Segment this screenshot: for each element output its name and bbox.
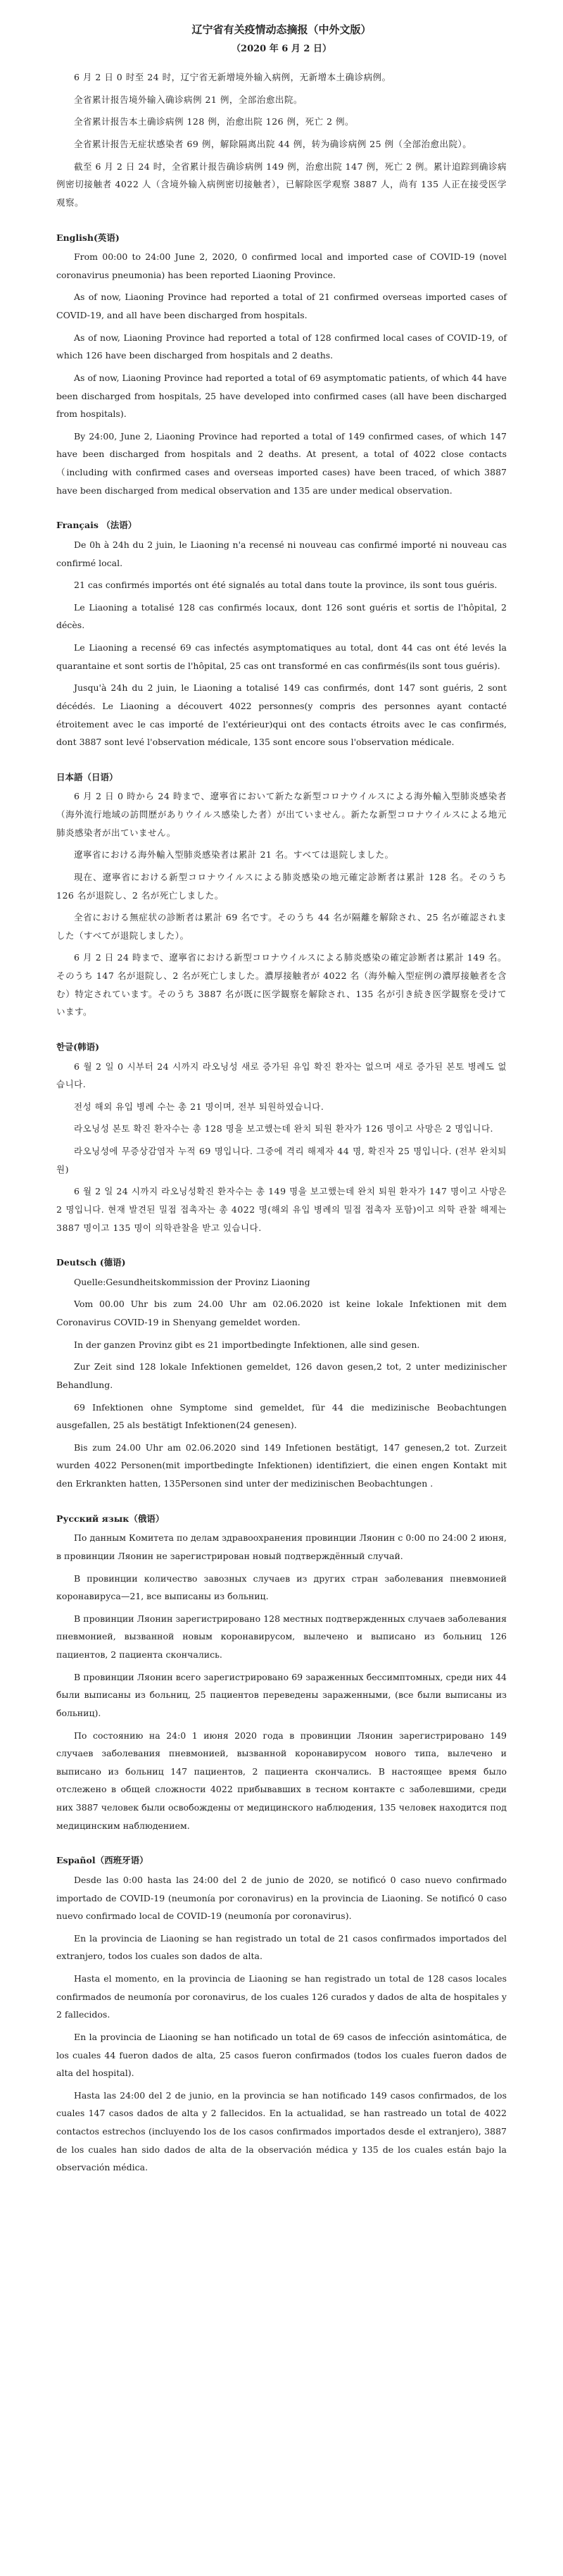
paragraph: 69 Infektionen ohne Symptome sind gemeldet, für 44 die medizinische Beobachtungen ausgefallen, 25 als bestätigt Infektionen(24 genesen). — [56, 1401, 507, 1431]
paragraph: Vom 00.00 Uhr bis zum 24.00 Uhr am 02.06.2020 ist keine lokale Infektionen mit dem Coronavirus COVID-19 in Shenyang gemeldet worden. — [56, 1299, 507, 1328]
paragraph: 6 月 2 日 0 时至 24 时，辽宁省无新增境外输入病例，无新增本土确诊病例。 — [74, 72, 391, 83]
paragraph: Desde las 0:00 hasta las 24:00 del 2 de junio de 2020, se notificó 0 caso nuevo confirmado importado de COVID-19 (neumonía por coronavirus) en la provincia de Liaoning. Se notificó 0 caso nuevo confirmado local de COVID-19 (neumonía por coronavirus). — [56, 1874, 507, 1922]
paragraph: 現在、遼寧省における新型コロナウイルスによる肺炎感染の地元確定診断者は累計 128 名。そのうち 126 名が退院し、2 名が死亡しました。 — [56, 871, 507, 901]
paragraph: 6 月 2 日 24 時まで、遼寧省における新型コロナウイルスによる肺炎感染の確定診断者は累計 149 名。そのうち 147 名が退院し、2 名が死亡しました。濃厚接触者が 4022 名（海外輸入型症例の濃厚接触者を含む）特定されています。そのうち 3887 名が既に医学観察を解除され、135 名が引き続き医学観察を受けています。 — [56, 952, 507, 1018]
section-heading: Français （法语） — [56, 520, 137, 531]
paragraph: 全省累计报告境外输入确诊病例 21 例，全部治愈出院。 — [74, 94, 303, 105]
paragraph: Zur Zeit sind 128 lokale Infektionen gemeldet, 126 davon gesen,2 tot, 2 unter medizinischer Behandlung. — [56, 1361, 507, 1390]
section-heading: Deutsch (德语) — [56, 1257, 126, 1268]
report-date: （2020 年 6 月 2 日） — [232, 43, 331, 54]
paragraph: 라오닝성 본토 확진 환자수는 총 128 명을 보고했는데 완치 퇴원 환자가 126 명이고 사망은 2 명입니다. — [74, 1123, 494, 1134]
paragraph: Quelle:Gesundheitskommission der Provinz Liaoning — [74, 1276, 310, 1287]
paragraph: В провинции Ляонин всего зарегистрировано 69 зараженных бессимптомных, среди них 44 были выписаны из больниц, 25 пациентов переведены зараженными, (все были выписаны из больниц). — [56, 1671, 507, 1718]
paragraph: 遼寧省における海外輸入型肺炎感染者は累計 21 名。すべては退院しました。 — [74, 849, 394, 861]
paragraph: Le Liaoning a recensé 69 cas infectés asymptomatiques au total, dont 44 cas ont été levés la quarantaine et sont sortis de l'hôpital, 25 cas ont transformé en cas confirmés(ils sont tous guéris). — [56, 642, 507, 671]
paragraph: Bis zum 24.00 Uhr am 02.06.2020 sind 149 Infetionen bestätigt, 147 genesen,2 tot. Zurzeit wurden 4022 Personen(mit importbedingte Infektionen) identifiziert, die einen engen Kontakt mit den Erkrankten hatten, 135Personen sind unter der medizinischen Beobachtungen . — [56, 1442, 507, 1489]
paragraph: По состоянию на 24:0 1 июня 2020 года в провинции Ляонин зарегистрировано 149 случаев заболевания пневмонией, вызванной коронавирусом нового типа, вылечено и выписано из больниц 147 пациентов, 2 пациента скончались. В настоящее время было отслежено в общей сложности 4022 прибывавших в тесном контакте с заболевшими, среди них 3887 человек были освобождены от медицинского наблюдения, 135 человек находится под медицинским наблюдением. — [56, 1730, 507, 1831]
section-heading: 日本語（日语） — [56, 771, 118, 782]
paragraph: 6 월 2 일 24 시까지 라오닝성확진 환자수는 총 149 명을 보고했는데 완치 퇴원 환자가 147 명이고 사망은 2 명입니다. 현재 발견된 밀접 접촉자는 총 4022 명(해외 유입 병례의 밀접 접촉자 포함)이고 의학 관찰 해제는 3887 명이고 135 명이 의학관찰을 받고 있습니다. — [56, 1186, 507, 1233]
paragraph: 전성 해외 유입 병례 수는 총 21 명이며, 전부 퇴원하였습니다. — [74, 1101, 324, 1112]
section-heading: English(英语) — [56, 232, 120, 243]
report-section — [56, 1253, 507, 1493]
paragraph: 6 月 2 日 0 時から 24 時まで、遼寧省において新たな新型コロナウイルスによる海外輸入型肺炎感染者（海外流行地域の訪問歴がありウイルス感染した者）が出ていません。新たな新型コロナウイルスによる地元肺炎感染者が出ていません。 — [56, 791, 507, 838]
paragraph: Jusqu'à 24h du 2 juin, le Liaoning a totalisé 149 cas confirmés, dont 147 sont guéris, 2 sont décédés. Le Liaoning a découvert 4022 personnes(y compris des personnes ayant contacté étroitement avec le cas importé de l'extérieur)qui ont des contacts étroits avec le cas confirmés, dont 3887 sont levé l'observation médicale, 135 sont encore sous l'observation médicale. — [56, 682, 507, 748]
paragraph: 라오닝성에 무증상감염자 누적 69 명입니다. 그중에 격리 해제자 44 명, 확진자 25 명입니다. (전부 완치퇴원) — [56, 1146, 507, 1175]
paragraph: 21 cas confirmés importés ont été signalés au total dans toute la province, ils sont tous guéris. — [74, 580, 498, 591]
section-heading: Русский язык（俄语） — [56, 1513, 165, 1524]
paragraph: En la provincia de Liaoning se han registrado un total de 21 casos confirmados importados del extranjero, todos los cuales son dados de alta. — [56, 1932, 507, 1962]
paragraph: По данным Комитета по делам здравоохранения провинции Ляонин с 0:00 по 24:00 2 июня, в провинции Ляонин не зарегистрирован новый подтверждённый случай. — [56, 1532, 507, 1561]
paragraph: 全省における無症状の診断者は累計 69 名です。そのうち 44 名が隔離を解除され、25 名が確認されました（すべてが退院しました）。 — [56, 912, 507, 941]
paragraph: Hasta el momento, en la provincia de Liaoning se han registrado un total de 128 casos locales confirmados de neumonía por coronavirus, de los cuales 126 curados y dados de alta de hospitales y 2 fallecidos. — [56, 1973, 507, 2020]
report-section — [56, 1851, 507, 2177]
report-sections — [56, 68, 507, 2177]
report-title: 辽宁省有关疫情动态摘报（中外文版） — [191, 23, 372, 36]
paragraph: En la provincia de Liaoning se han notificado un total de 69 casos de infección asintomática, de los cuales 44 fueron dados de alta, 25 casos fueron confirmados (todos los cuales fueron dados de alta del hospital). — [56, 2031, 507, 2079]
report-section — [56, 68, 507, 211]
report-section — [56, 768, 507, 1021]
paragraph: 全省累计报告本土确诊病例 128 例，治愈出院 126 例，死亡 2 例。 — [74, 116, 355, 127]
paragraph: By 24:00, June 2, Liaoning Province had reported a total of 149 confirmed cases, of which 147 have been discharged from hospitals and 2 deaths. At present, a total of 4022 close contacts（including with confirmed cases and overseas imported cases) have been traced, of which 3887 have been discharged from medical observation and 135 are under medical observation. — [56, 430, 507, 496]
paragraph: As of now, Liaoning Province had reported a total of 21 confirmed overseas imported cases of COVID-19, and all have been discharged from hospitals. — [56, 292, 507, 321]
paragraph: 截至 6 月 2 日 24 时，全省累计报告确诊病例 149 例，治愈出院 147 例，死亡 2 例。累计追踪到确诊病例密切接触者 4022 人（含境外输入病例密切接触者），已解除医学观察 3887 人，尚有 135 人正在接受医学观察。 — [56, 161, 507, 208]
paragraph: As of now, Liaoning Province had reported a total of 69 asymptomatic patients, of which 44 have been discharged from hospitals, 25 have developed into confirmed cases (all have been discharged from hospitals). — [56, 372, 507, 420]
report-section — [56, 1038, 507, 1237]
report-section — [56, 1510, 507, 1835]
report-section — [56, 229, 507, 500]
paragraph: 全省累计报告无症状感染者 69 例，解除隔离出院 44 例，转为确诊病例 25 例（全部治愈出院）。 — [74, 139, 472, 150]
paragraph: In der ganzen Provinz gibt es 21 importbedingte Infektionen, alle sind gesen. — [74, 1339, 420, 1350]
paragraph: В провинции количество завозных случаев из других стран заболевания пневмонией коронавируса—21, все выписаны из больниц. — [56, 1573, 507, 1602]
paragraph: Hasta las 24:00 del 2 de junio, en la provincia se han notificado 149 casos confirmados, de los cuales 147 casos dados de alta y 2 fallecidos. En la actualidad, se han rastreado un total de 4022 contactos estrechos (incluyendo los de los casos confirmados importados desde el extranjero), 3887 de los cuales han sido dados de alta de la observación médica y 135 de los cuales están bajo la observación médica. — [56, 2089, 507, 2173]
paragraph: As of now, Liaoning Province had reported a total of 128 confirmed local cases of COVID-19, of which 126 have been discharged from hospitals and 2 deaths. — [56, 332, 507, 361]
paragraph: From 00:00 to 24:00 June 2, 2020, 0 confirmed local and imported case of COVID-19 (novel coronavirus pneumonia) has been reported Liaoning Province. — [56, 251, 507, 280]
paragraph: Le Liaoning a totalisé 128 cas confirmés locaux, dont 126 sont guéris et sortis de l'hôpital, 2 décès. — [56, 601, 507, 631]
report-section — [56, 516, 507, 751]
section-heading: 한글(韩语) — [56, 1041, 99, 1052]
paragraph: 6 월 2 일 0 시부터 24 시까지 라오닝성 새로 증가된 유입 확진 환자는 없으며 새로 증가된 본토 병례도 없습니다. — [56, 1061, 507, 1090]
section-heading: Español（西班牙语） — [56, 1855, 148, 1866]
report-page — [56, 0, 507, 2177]
paragraph: De 0h à 24h du 2 juin, le Liaoning n'a recensé ni nouveau cas confirmé importé ni nouveau cas confirmé local. — [56, 539, 507, 568]
paragraph: В провинции Ляонин зарегистрировано 128 местных подтвержденных случаев заболевания пневмонией, вызванной новым коронавирусом, вылечено и выписано из больниц 126 пациентов, 2 пациента скончались. — [56, 1613, 507, 1661]
